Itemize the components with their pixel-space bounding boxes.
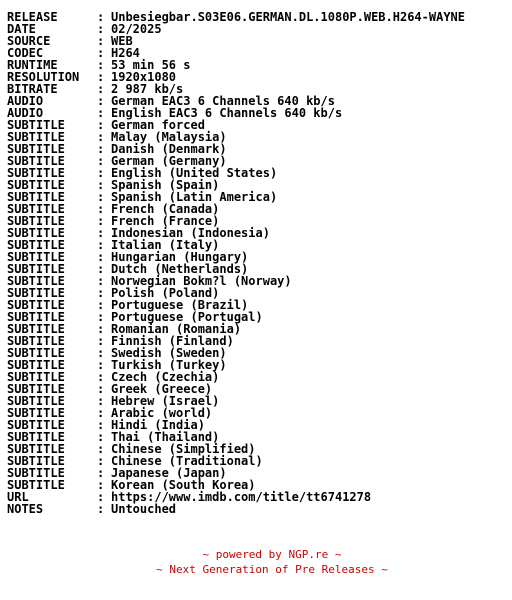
field-key: SUBTITLE xyxy=(7,347,65,359)
field-separator: : xyxy=(97,154,105,168)
field-separator: : xyxy=(97,406,105,420)
field-value: Danish (Denmark) xyxy=(111,142,227,156)
field-value: French (France) xyxy=(111,214,220,228)
field-key: SUBTITLE xyxy=(7,167,65,179)
field-value: H264 xyxy=(111,46,140,60)
field-separator: : xyxy=(97,130,105,144)
field-value: Swedish (Sweden) xyxy=(111,346,227,360)
field-value: Finnish (Finland) xyxy=(111,334,234,348)
field-separator: : xyxy=(97,118,105,132)
field-key: SUBTITLE xyxy=(7,335,65,347)
field-value: 53 min 56 s xyxy=(111,58,191,72)
field-separator: : xyxy=(97,358,105,372)
field-value: Italian (Italy) xyxy=(111,238,220,252)
field-key: SUBTITLE xyxy=(7,287,65,299)
field-value: German (Germany) xyxy=(111,154,227,168)
field-separator: : xyxy=(97,58,105,72)
field-key: DATE xyxy=(7,23,36,35)
field-separator: : xyxy=(97,490,105,504)
field-value: Arabic (world) xyxy=(111,406,213,420)
field-separator: : xyxy=(97,226,105,240)
field-row-subtitle xyxy=(7,467,507,479)
field-row-subtitle xyxy=(7,383,507,395)
field-value: Chinese (Traditional) xyxy=(111,454,263,468)
field-key: SUBTITLE xyxy=(7,383,65,395)
field-key: SUBTITLE xyxy=(7,323,65,335)
field-value: Portuguese (Portugal) xyxy=(111,310,263,324)
field-separator: : xyxy=(97,262,105,276)
field-separator: : xyxy=(97,442,105,456)
field-key: SUBTITLE xyxy=(7,191,65,203)
field-separator: : xyxy=(97,478,105,492)
field-row-source xyxy=(7,35,507,47)
field-separator: : xyxy=(97,298,105,312)
field-row-subtitle xyxy=(7,131,507,143)
field-separator: : xyxy=(97,166,105,180)
field-key: RELEASE xyxy=(7,11,58,23)
field-key: SUBTITLE xyxy=(7,359,65,371)
field-key: SUBTITLE xyxy=(7,179,65,191)
field-row-notes xyxy=(7,503,507,515)
field-separator: : xyxy=(97,202,105,216)
field-value: Czech (Czechia) xyxy=(111,370,220,384)
field-separator: : xyxy=(97,106,105,120)
field-value: Korean (South Korea) xyxy=(111,478,256,492)
field-separator: : xyxy=(97,310,105,324)
field-key: SUBTITLE xyxy=(7,263,65,275)
field-separator: : xyxy=(97,46,105,60)
field-separator: : xyxy=(97,178,105,192)
field-separator: : xyxy=(97,214,105,228)
field-key: URL xyxy=(7,491,29,503)
field-row-subtitle xyxy=(7,275,507,287)
field-row-subtitle xyxy=(7,167,507,179)
field-key: AUDIO xyxy=(7,107,44,119)
field-value: Polish (Poland) xyxy=(111,286,220,300)
field-value: Dutch (Netherlands) xyxy=(111,262,249,276)
field-value: Greek (Greece) xyxy=(111,382,213,396)
field-row-subtitle xyxy=(7,335,507,347)
field-separator: : xyxy=(97,430,105,444)
field-key: SUBTITLE xyxy=(7,251,65,263)
field-value: Hindi (India) xyxy=(111,418,205,432)
field-value: Romanian (Romania) xyxy=(111,322,242,336)
field-value: English EAC3 6 Channels 640 kb/s xyxy=(111,106,343,120)
field-key: BITRATE xyxy=(7,83,58,95)
field-value: French (Canada) xyxy=(111,202,220,216)
field-value: 1920x1080 xyxy=(111,70,177,84)
field-value: Japanese (Japan) xyxy=(111,466,227,480)
field-row-audio xyxy=(7,107,507,119)
field-key: SUBTITLE xyxy=(7,203,65,215)
field-key: SUBTITLE xyxy=(7,407,65,419)
field-key: CODEC xyxy=(7,47,44,59)
field-separator: : xyxy=(97,322,105,336)
field-row-subtitle xyxy=(7,119,507,131)
field-separator: : xyxy=(97,94,105,108)
field-key: AUDIO xyxy=(7,95,44,107)
field-value: Turkish (Turkey) xyxy=(111,358,227,372)
field-value: 2 987 kb/s xyxy=(111,82,184,96)
field-row-url xyxy=(7,491,507,503)
field-separator: : xyxy=(97,334,105,348)
field-key: SUBTITLE xyxy=(7,239,65,251)
field-separator: : xyxy=(97,190,105,204)
field-value: 02/2025 xyxy=(111,22,162,36)
field-separator: : xyxy=(97,22,105,36)
field-value: Unbesiegbar.S03E06.GERMAN.DL.1080P.WEB.H264-WAYNE xyxy=(111,10,466,24)
field-value: WEB xyxy=(111,34,133,48)
field-separator: : xyxy=(97,250,105,264)
field-separator: : xyxy=(97,454,105,468)
field-row-subtitle xyxy=(7,191,507,203)
field-row-subtitle xyxy=(7,203,507,215)
nfo-block xyxy=(7,11,507,515)
field-row-subtitle xyxy=(7,419,507,431)
field-key: SUBTITLE xyxy=(7,455,65,467)
field-separator: : xyxy=(97,346,105,360)
field-value: Hebrew (Israel) xyxy=(111,394,220,408)
field-key: SOURCE xyxy=(7,35,51,47)
field-value: English (United States) xyxy=(111,166,278,180)
field-key: SUBTITLE xyxy=(7,155,65,167)
field-value: Malay (Malaysia) xyxy=(111,130,227,144)
field-key: SUBTITLE xyxy=(7,443,65,455)
field-key: NOTES xyxy=(7,503,44,515)
field-key: SUBTITLE xyxy=(7,467,65,479)
field-key: SUBTITLE xyxy=(7,419,65,431)
field-row-subtitle xyxy=(7,431,507,443)
field-row-subtitle xyxy=(7,323,507,335)
field-separator: : xyxy=(97,34,105,48)
field-separator: : xyxy=(97,142,105,156)
field-row-subtitle xyxy=(7,407,507,419)
field-value: Indonesian (Indonesia) xyxy=(111,226,270,240)
field-value: Norwegian Bokm?l (Norway) xyxy=(111,274,292,288)
field-row-subtitle xyxy=(7,227,507,239)
field-row-subtitle xyxy=(7,251,507,263)
field-row-resolution xyxy=(7,71,507,83)
field-value: Hungarian (Hungary) xyxy=(111,250,249,264)
field-key: SUBTITLE xyxy=(7,395,65,407)
field-row-subtitle xyxy=(7,347,507,359)
field-row-subtitle xyxy=(7,359,507,371)
field-row-release xyxy=(7,11,507,23)
field-row-subtitle xyxy=(7,143,507,155)
footer-tagline: ~ Next Generation of Pre Releases ~ xyxy=(156,563,388,576)
footer-powered-by: ~ powered by NGP.re ~ xyxy=(202,548,342,561)
field-value: Portuguese (Brazil) xyxy=(111,298,249,312)
field-value: Spanish (Latin America) xyxy=(111,190,278,204)
field-separator: : xyxy=(97,82,105,96)
field-key: SUBTITLE xyxy=(7,371,65,383)
field-separator: : xyxy=(97,370,105,384)
field-separator: : xyxy=(97,238,105,252)
field-row-subtitle xyxy=(7,287,507,299)
field-value: German EAC3 6 Channels 640 kb/s xyxy=(111,94,335,108)
field-key: SUBTITLE xyxy=(7,299,65,311)
field-key: RUNTIME xyxy=(7,59,58,71)
field-key: SUBTITLE xyxy=(7,215,65,227)
field-key: SUBTITLE xyxy=(7,275,65,287)
field-row-codec xyxy=(7,47,507,59)
imdb-url[interactable]: https://www.imdb.com/title/tt6741278 xyxy=(111,490,372,504)
field-row-subtitle xyxy=(7,371,507,383)
field-separator: : xyxy=(97,274,105,288)
field-separator: : xyxy=(97,418,105,432)
field-value: Chinese (Simplified) xyxy=(111,442,256,456)
field-row-subtitle xyxy=(7,239,507,251)
field-separator: : xyxy=(97,466,105,480)
field-value: Untouched xyxy=(111,502,177,516)
field-row-subtitle xyxy=(7,311,507,323)
field-key: SUBTITLE xyxy=(7,431,65,443)
field-key: SUBTITLE xyxy=(7,227,65,239)
field-row-runtime xyxy=(7,59,507,71)
field-value: German forced xyxy=(111,118,205,132)
field-key: SUBTITLE xyxy=(7,143,65,155)
field-value: Thai (Thailand) xyxy=(111,430,220,444)
field-key: SUBTITLE xyxy=(7,479,65,491)
field-key: SUBTITLE xyxy=(7,311,65,323)
field-separator: : xyxy=(97,394,105,408)
field-key: SUBTITLE xyxy=(7,131,65,143)
field-separator: : xyxy=(97,10,105,24)
field-row-subtitle xyxy=(7,395,507,407)
field-separator: : xyxy=(97,382,105,396)
field-separator: : xyxy=(97,286,105,300)
field-value: Spanish (Spain) xyxy=(111,178,220,192)
field-row-date xyxy=(7,23,507,35)
field-separator: : xyxy=(97,502,105,516)
field-key: SUBTITLE xyxy=(7,119,65,131)
field-key: RESOLUTION xyxy=(7,71,80,83)
field-row-subtitle xyxy=(7,455,507,467)
field-separator: : xyxy=(97,70,105,84)
